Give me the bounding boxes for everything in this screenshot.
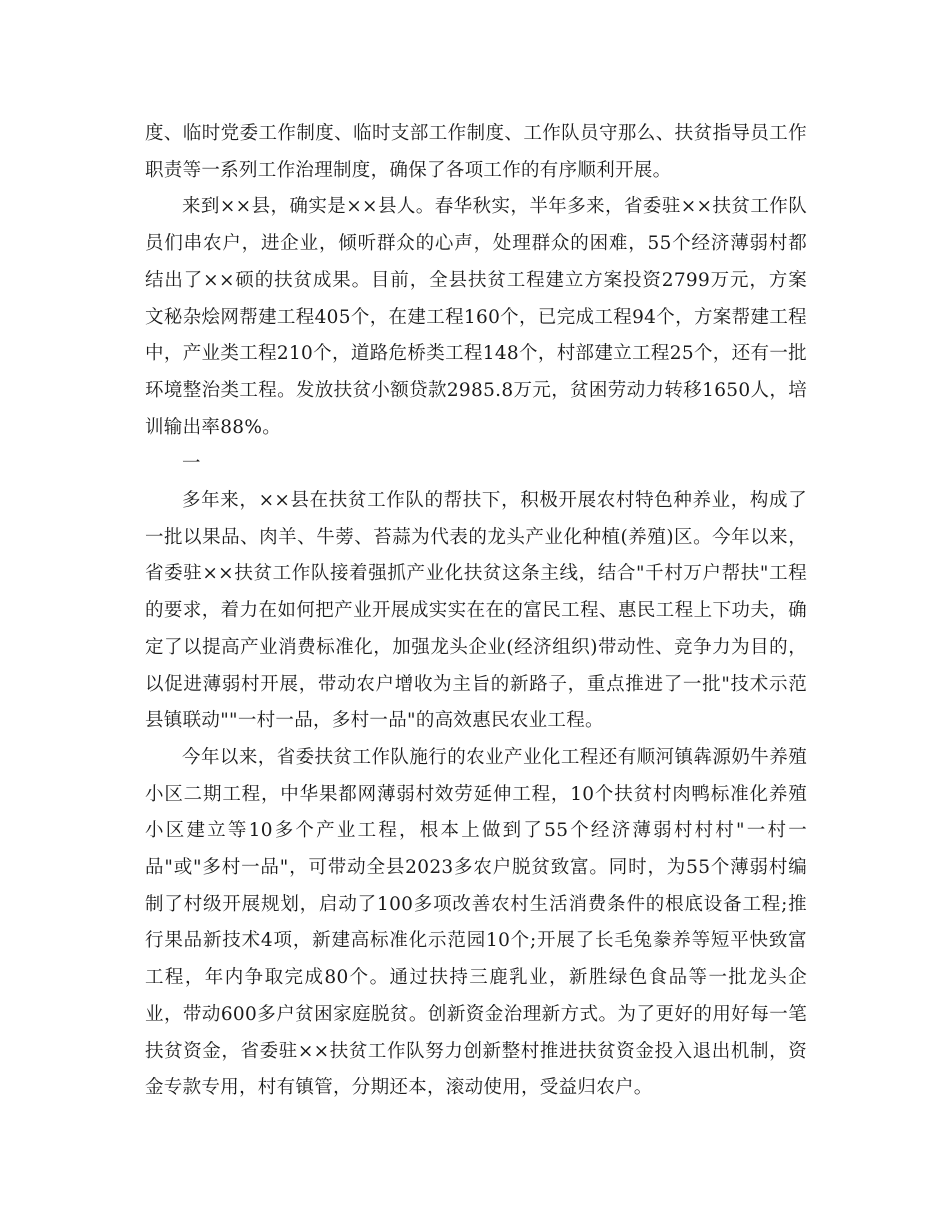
document-page <box>145 116 807 1107</box>
paragraph-4: 多年来，××县在扶贫工作队的帮扶下，积极开展农村特色种养业，构成了一批以果品、肉羊、牛蒡、苔蒜为代表的龙头产业化种植(养殖)区。今年以来，省委驻××扶贫工作队接着强抓产业化扶贫这条主线，结合"千村万户帮扶"工程的要求，着力在如何把产业开展成实实在在的富民工程、惠民工程上下功夫，确定了以提高产业消费标准化，加强龙头企业(经济组织)带动性、竞争力为目的，以促进薄弱村开展，带动农户增收为主旨的新路子，重点推进了一批"技术示范县镇联动""一村一品，多村一品"的高效惠民农业工程。 <box>145 490 807 732</box>
paragraph-1: 度、临时党委工作制度、临时支部工作制度、工作队员守那么、扶贫指导员工作职责等一系列工作治理制度，确保了各项工作的有序顺利开展。 <box>145 123 807 181</box>
paragraph-5: 今年以来，省委扶贫工作队施行的农业产业化工程还有顺河镇犇源奶牛养殖小区二期工程，中华果都网薄弱村效劳延伸工程，10个扶贫村肉鸭标准化养殖小区建立等10多个产业工程，根本上做到了55个经济薄弱村村村"一村一品"或"多村一品"，可带动全县2023多农户脱贫致富。同时，为55个薄弱村编制了村级开展规划，启动了100多项改善农村生活消费条件的根底设备工程;推行果品新技术4项，新建高标准化示范园10个;开展了长毛兔豢养等短平快致富工程，年内争取完成80个。通过扶持三鹿乳业，新胜绿色食品等一批龙头企业，带动600多户贫困家庭脱贫。创新资金治理新方式。为了更好的用好每一笔扶贫资金，省委驻××扶贫工作队努力创新整村推进扶贫资金投入退出机制，资金专款专用，村有镇管，分期还本，滚动使用，受益归农户。 <box>145 746 807 1099</box>
paragraph-3: 一 <box>182 453 201 475</box>
paragraph-2: 来到××县，确实是××县人。春华秋实，半年多来，省委驻××扶贫工作队员们串农户，进企业，倾听群众的心声，处理群众的困难，55个经济薄弱村都结出了××硕的扶贫成果。目前，全县扶贫工程建立方案投资2799万元，方案文秘杂烩网帮建工程405个，在建工程160个，已完成工程94个，方案帮建工程中，产业类工程210个，道路危桥类工程148个，村部建立工程25个，还有一批环境整治类工程。发放扶贫小额贷款2985.8万元，贫困劳动力转移1650人，培训输出率88%。 <box>145 196 807 438</box>
